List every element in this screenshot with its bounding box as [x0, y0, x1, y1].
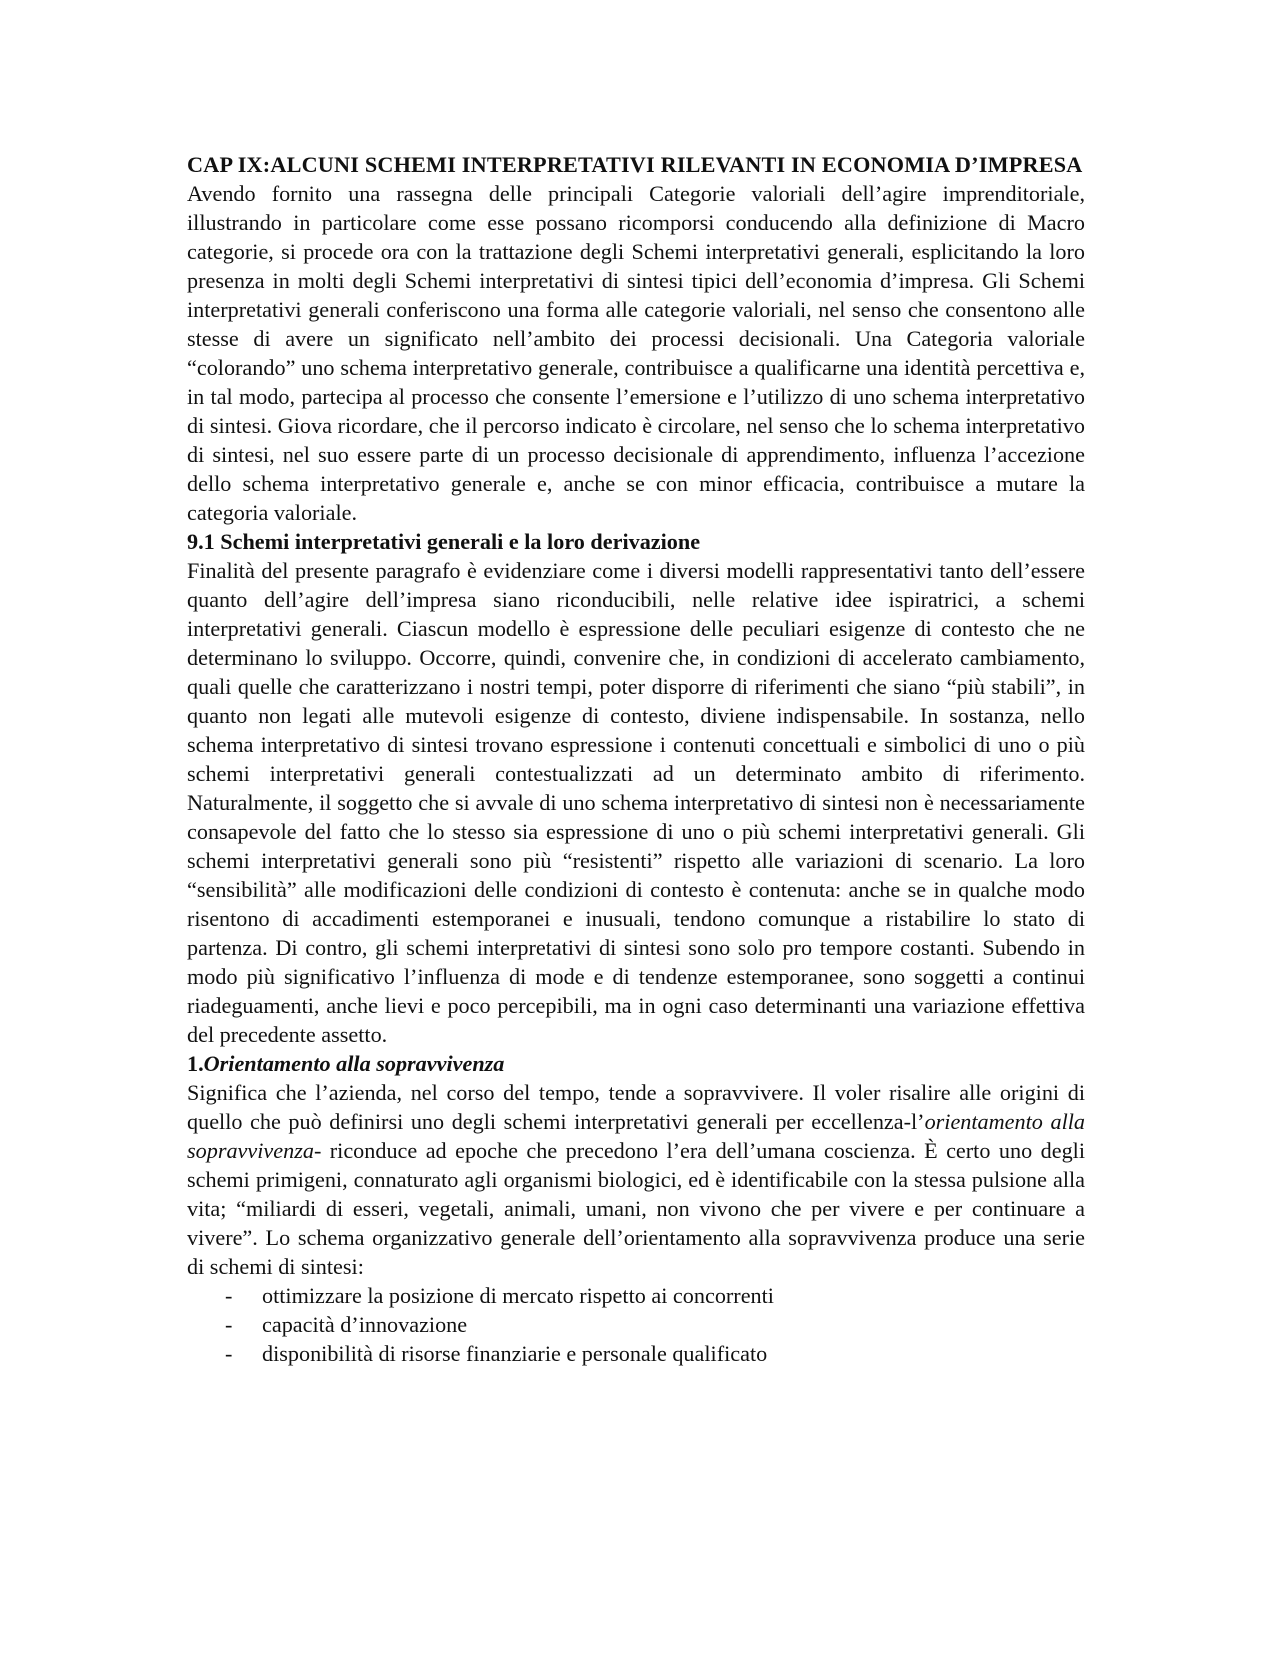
subsection-number: 1.	[187, 1051, 204, 1076]
list-item	[187, 1281, 1085, 1310]
section-paragraph: Finalità del presente paragrafo è evidenziare come i diversi modelli rappresentativi tanto dell’essere quanto dell’agire dell’impresa siano riconducibili, nelle relative idee ispiratrici, a schemi interpretativi generali. Ciascun modello è espressione delle peculiari esigenze di contesto che ne determinano lo sviluppo. Occorre, quindi, convenire che, in condizioni di accelerato cambiamento, quali quelle che caratterizzano i nostri tempi, poter disporre di riferimenti che siano “più stabili”, in quanto non legati alle mutevoli esigenze di contesto, diviene indispensabile. In sostanza, nello schema interpretativo di sintesi trovano espressione i contenuti concettuali e simbolici di uno o più schemi interpretativi generali contestualizzati ad un determinato ambito di riferimento. Naturalmente, il soggetto che si avvale di uno schema interpretativo di sintesi non è necessariamente consapevole del fatto che lo stesso sia espressione di uno o più schemi interpretativi generali. Gli schemi interpretativi generali sono più “resistenti” rispetto alle variazioni di scenario. La loro “sensibilità” alle modificazioni delle condizioni di contesto è contenuta: anche se in qualche modo risentono di accadimenti estemporanei e inusuali, tendono comunque a ristabilire lo stato di partenza. Di contro, gli schemi interpretativi di sintesi sono solo pro tempore costanti. Subendo in modo più significativo l’influenza di mode e di tendenze estemporanee, sono soggetti a continui riadeguamenti, anche lievi e poco percepibili, ma in ogni caso determinanti una variazione effettiva del precedente assetto.	[187, 558, 1085, 1047]
synthesis-schemes-list	[187, 1281, 1085, 1368]
subsection-heading	[187, 1049, 1085, 1078]
subsection-paragraph	[187, 1078, 1085, 1281]
list-item	[187, 1339, 1085, 1368]
subsection-paragraph-part2: - riconduce ad epoche che precedono l’era dell’umana coscienza. È certo uno degli schemi primigeni, connaturato agli organismi biologici, ed è identificabile con la stessa pulsione alla vita; “miliardi di esseri, vegetali, animali, umani, non vivono che per vivere e per continuare a vivere”. Lo schema organizzativo generale dell’orientamento alla sopravvivenza produce una serie di schemi di sintesi:	[187, 1138, 1085, 1279]
subsection-paragraph-part1: Significa che l’azienda, nel corso del tempo, tende a sopravvivere. Il voler risalire alle origini di quello che può definirsi uno degli schemi interpretativi generali per eccellenza-l’	[187, 1080, 1085, 1134]
list-dash: -	[225, 1341, 233, 1366]
chapter-title: CAP IX:ALCUNI SCHEMI INTERPRETATIVI RILEVANTI IN ECONOMIA D’IMPRESA	[187, 152, 1083, 177]
list-item	[187, 1310, 1085, 1339]
list-item-text: disponibilità di risorse finanziarie e personale qualificato	[262, 1341, 768, 1366]
section-heading: 9.1 Schemi interpretativi generali e la loro derivazione	[187, 529, 701, 554]
list-item-text: capacità d’innovazione	[262, 1312, 468, 1337]
list-dash: -	[225, 1283, 233, 1308]
list-item-text: ottimizzare la posizione di mercato rispetto ai concorrenti	[262, 1283, 774, 1308]
intro-paragraph: Avendo fornito una rassegna delle principali Categorie valoriali dell’agire imprenditoriale, illustrando in particolare come esse possano ricomporsi conducendo alla definizione di Macro categorie, si procede ora con la trattazione degli Schemi interpretativi generali, esplicitando la loro presenza in molti degli Schemi interpretativi di sintesi tipici dell’economia d’impresa. Gli Schemi interpretativi generali conferiscono una forma alle categorie valoriali, nel senso che consentono alle stesse di avere un significato nell’ambito dei processi decisionali. Una Categoria valoriale “colorando” uno schema interpretativo generale, contribuisce a qualificarne una identità percettiva e, in tal modo, partecipa al processo che consente l’emersione e l’utilizzo di uno schema interpretativo di sintesi. Giova ricordare, che il percorso indicato è circolare, nel senso che lo schema interpretativo di sintesi, nel suo essere parte di un processo decisionale di apprendimento, influenza l’accezione dello schema interpretativo generale e, anche se con minor efficacia, contribuisce a mutare la categoria valoriale.	[187, 181, 1085, 525]
subsection-title: Orientamento alla sopravvivenza	[203, 1051, 505, 1076]
document-page	[187, 150, 1085, 1368]
list-dash: -	[225, 1312, 233, 1337]
subsection-paragraph-italic: orientamento alla sopravvivenza	[187, 1109, 1085, 1163]
